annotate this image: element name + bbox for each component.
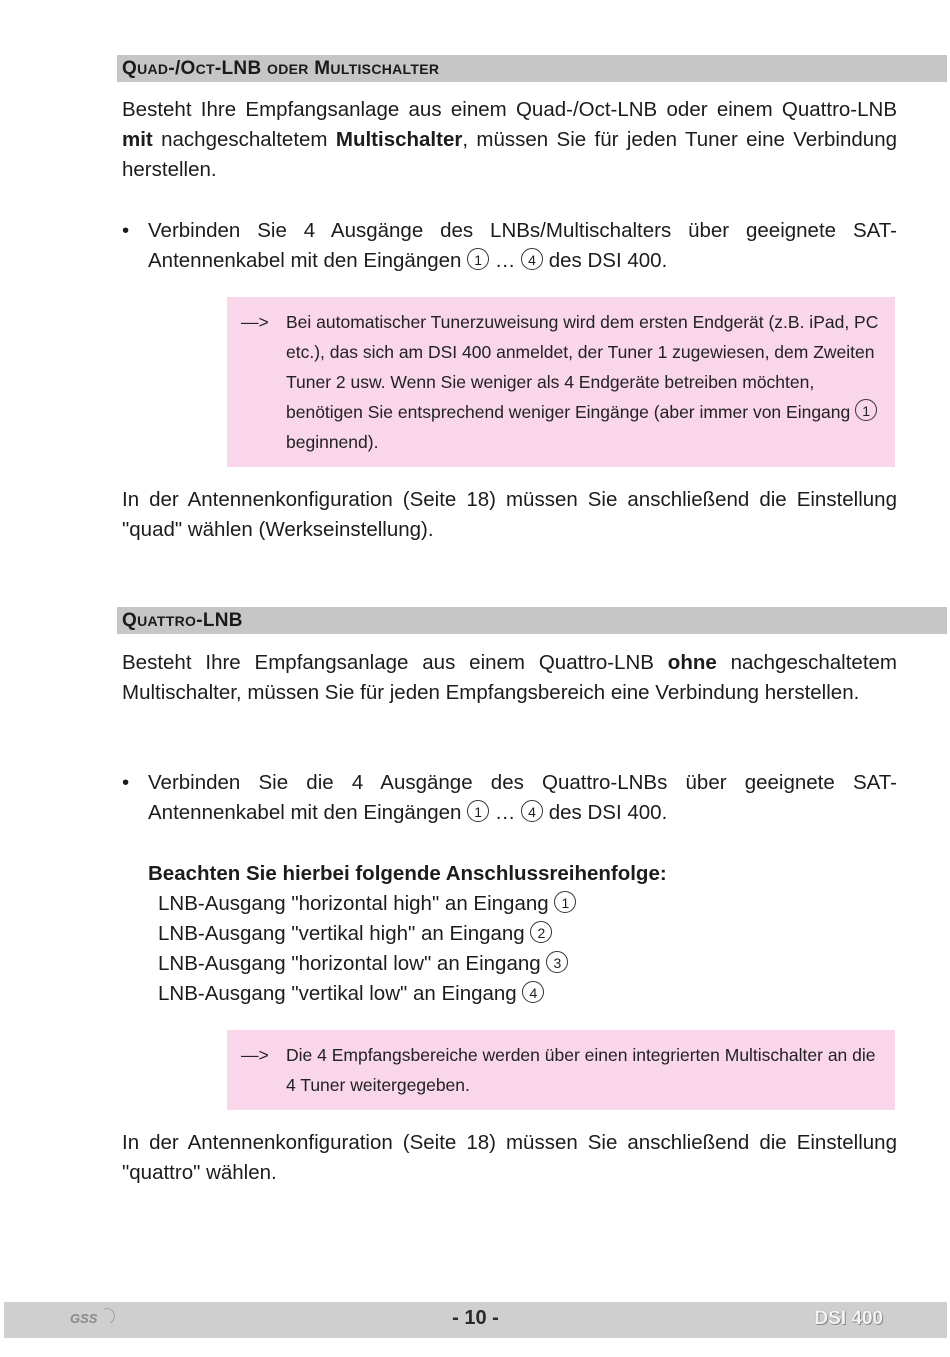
heading-text: Q [122, 610, 138, 631]
emphasis-ohne: ohne [667, 651, 717, 674]
input-number-badge: 4 [522, 981, 544, 1003]
heading-text: -LNB [196, 610, 243, 631]
heading-text: M [308, 58, 331, 79]
heading-text: UATTRO [137, 613, 197, 629]
connection-order-list [148, 859, 908, 1009]
connection-row: LNB-Ausgang "vertikal low" an Eingang 4 [148, 979, 908, 1009]
arrow-icon: —> [241, 1045, 269, 1065]
input-number-badge: 2 [530, 921, 552, 943]
connection-row: LNB-Ausgang "vertikal high" an Eingang 2 [148, 919, 908, 949]
bullet-item-connect-quad: • Verbinden Sie 4 Ausgänge des LNBs/Multischalters über geeignete SAT-Antennenkabel mit den Eingängen 1 … 4 des DSI 400. [122, 216, 897, 276]
bullet-icon: • [122, 219, 130, 242]
connection-order-heading: Beachten Sie hierbei folgende Anschlussreihenfolge: [148, 862, 667, 885]
note-box-tuner-assignment: —> Bei automatischer Tunerzuweisung wird dem ersten Endgerät (z.B. iPad, PC etc.), das sich am DSI 400 anmeldet, der Tuner 1 zugewiesen, dem Zweiten Tuner 2 usw. Wenn Sie weniger als 4 Endgeräte betreiben möchten, benötigen Sie entsprechend weniger Eingänge (aber immer von Eingang 1 beginnend). [227, 297, 895, 467]
input-number-badge: 1 [855, 399, 877, 421]
heading-text: UAD [137, 61, 169, 77]
config-paragraph-quad: In der Antennenkonfiguration (Seite 18) müssen Sie anschließend die Einstellung "quad" wählen (Werkseinstellung). [122, 488, 897, 541]
input-number-badge: 4 [521, 248, 543, 270]
connection-row: LNB-Ausgang "horizontal high" an Eingang 1 [148, 889, 908, 919]
emphasis-mit: mit [122, 128, 153, 151]
input-number-badge: 4 [521, 800, 543, 822]
heading-text: -LNB [214, 58, 268, 79]
arrow-icon: —> [241, 312, 269, 332]
note-box-multiswitch: —> Die 4 Empfangsbereiche werden über einen integrierten Multischalter an die 4 Tuner weitergegeben. [227, 1030, 895, 1110]
heading-text: ULTISCHALTER [330, 61, 440, 77]
heading-text: ODER [267, 61, 309, 77]
section-heading-quad-oct-lnb [117, 55, 947, 82]
heading-text: CT [195, 61, 215, 77]
section-heading-quattro-lnb [117, 607, 947, 634]
input-number-badge: 1 [467, 248, 489, 270]
input-number-badge: 1 [554, 891, 576, 913]
intro-paragraph-quattro: Besteht Ihre Empfangsanlage aus einem Quattro-LNB ohne nachgeschaltetem Multischalter, müssen Sie für jeden Empfangsbereich eine Verbindung herstellen. [122, 651, 898, 704]
emphasis-multischalter: Multischalter [335, 128, 463, 151]
intro-paragraph-quad: Besteht Ihre Empfangsanlage aus einem Quad-/Oct-LNB oder einem Quattro-LNB mit nachgeschaltetem Multischalter, müssen Sie für jeden Tuner eine Verbindung herstellen. [122, 98, 897, 181]
connection-row: LNB-Ausgang "horizontal low" an Eingang 3 [148, 949, 908, 979]
gss-logo: GSS [70, 1311, 98, 1326]
bullet-icon: • [122, 771, 130, 794]
page-footer [4, 1302, 947, 1338]
bullet-item-connect-quattro: • Verbinden Sie die 4 Ausgänge des Quattro-LNBs über geeignete SAT-Antennenkabel mit den Eingängen 1 … 4 des DSI 400. [122, 768, 897, 828]
input-number-badge: 1 [467, 800, 489, 822]
config-paragraph-quattro: In der Antennenkonfiguration (Seite 18) müssen Sie anschließend die Einstellung "quattro" wählen. [122, 1131, 897, 1184]
heading-text: -/O [168, 58, 196, 79]
model-name: DSI 400 [814, 1308, 883, 1329]
page-number: - 10 - [452, 1307, 499, 1329]
heading-text: Q [122, 58, 138, 79]
input-number-badge: 3 [546, 951, 568, 973]
